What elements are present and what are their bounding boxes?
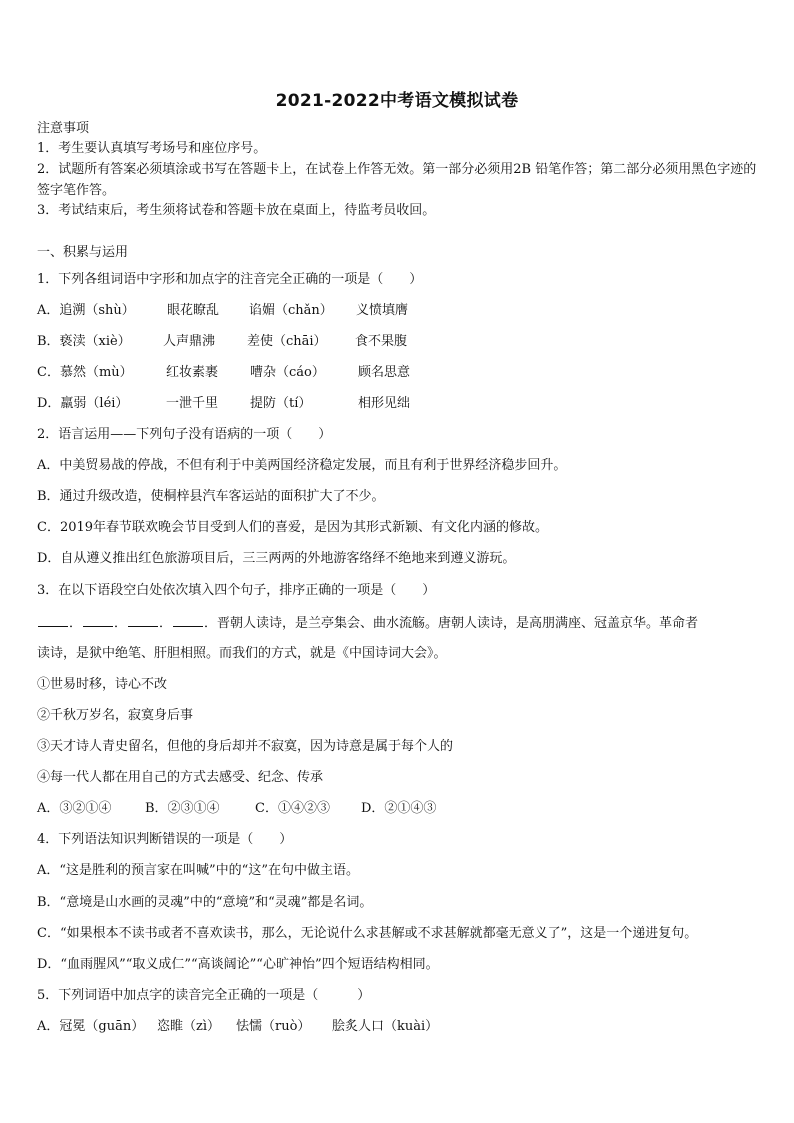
- q2-stem: 2．语言运用——下列句子没有语病的一项（ ）: [37, 427, 332, 442]
- q1-option-a: [37, 302, 762, 320]
- q5-a-part: A．冠冕（guān）: [37, 1019, 145, 1034]
- notice-heading: 注意事项: [37, 121, 90, 136]
- q3-option-d: D．②①④③: [361, 801, 437, 816]
- blank-2: [83, 614, 113, 627]
- q1-option-c: [37, 364, 762, 382]
- q3-sentence-2: ②千秋万岁名，寂寞身后事: [37, 708, 194, 723]
- section-heading: 一、积累与运用: [37, 245, 129, 260]
- q1-c-part: 顾名思意: [358, 365, 411, 380]
- q4-option-a: A．“这是胜利的预言家在叫喊”中的“这”在句中做主语。: [37, 863, 359, 878]
- q1-a-part: A．追溯（shù）: [37, 303, 135, 318]
- blank-1: [38, 614, 68, 627]
- q3-option-b: B．②③①④: [145, 801, 220, 816]
- q2-option-a: A．中美贸易战的停战，不但有利于中美两国经济稳定发展，而且有利于世界经济稳步回升。: [37, 458, 567, 473]
- q4-stem: 4．下列语法知识判断错误的一项是（ ）: [37, 832, 293, 847]
- q3-passage-line-2: 读诗，是狱中绝笔、肝胆相照。而我们的方式，就是《中国诗词大会》。: [37, 646, 447, 661]
- q1-a-part: 眼花瞭乱: [167, 303, 220, 318]
- q4-option-c: C．“如果根本不读书或者不喜欢读书，那么，无论说什么求甚解或不求甚解就都毫无意义了”，这是一个递进复句。: [37, 926, 698, 941]
- q5-a-part: 恣睢（zì）: [157, 1019, 221, 1034]
- q1-a-part: 谄媚（chǎn）: [249, 303, 333, 318]
- notice-item-2: 2．试题所有答案必须填涂或书写在答题卡上，在试卷上作答无效。第一部分必须用2B 铅笔作答；第二部分必须用黑色字迹的签字笔作答。: [37, 162, 757, 198]
- q3-stem: 3．在以下语段空白处依次填入四个句子，排序正确的一项是（ ）: [37, 583, 436, 598]
- q3-option-c: C．①④②③: [255, 801, 330, 816]
- q2-option-b: B．通过升级改造，使桐梓县汽车客运站的面积扩大了不少。: [37, 489, 385, 504]
- q1-b-part: B．亵渎（xiè）: [37, 334, 131, 349]
- q1-b-part: 人声鼎沸: [163, 334, 216, 349]
- q1-c-part: 嘈杂（cáo）: [250, 365, 325, 380]
- page-title: 2021-2022中考语文模拟试卷: [275, 91, 519, 111]
- q1-c-part: 红妆素裹: [166, 365, 219, 380]
- q1-d-part: 相形见绌: [358, 396, 411, 411]
- q1-d-part: D．羸弱（léi）: [37, 396, 129, 411]
- blank-3: [128, 614, 158, 627]
- q2-option-d: D．自从遵义推出红色旅游项目后，三三两两的外地游客络绎不绝地来到遵义游玩。: [37, 551, 516, 566]
- q1-option-b: [37, 333, 762, 351]
- q3-options: [37, 800, 762, 818]
- q2-option-c: C．2019年春节联欢晚会节目受到人们的喜爱，是因为其形式新颖、有文化内涵的修故。: [37, 520, 549, 535]
- q1-b-part: 差使（chāi）: [247, 334, 327, 349]
- q4-option-b: B．“意境是山水画的灵魂”中的“意境”和“灵魂”都是名词。: [37, 895, 373, 910]
- q3-passage-text: ．晋朝人读诗，是兰亭集会、曲水流觞。唐朝人读诗，是高朋满座、冠盖京华。革命者: [204, 616, 699, 631]
- q5-stem: 5．下列词语中加点字的读音完全正确的一项是（ ）: [37, 988, 371, 1003]
- q1-d-part: 一泄千里: [166, 396, 219, 411]
- q3-sentence-4: ④每一代人都在用自己的方式去感受、纪念、传承: [37, 770, 324, 785]
- q5-a-part: 脍炙人口（kuài）: [332, 1019, 439, 1034]
- q3-option-a: A．③②①④: [37, 801, 112, 816]
- blank-4: [173, 614, 203, 627]
- q3-sentence-1: ①世易时移，诗心不改: [37, 677, 168, 692]
- q4-option-d: D．“血雨腥风”“取义成仁”“高谈阔论”“心旷神怡”四个短语结构相同。: [37, 957, 439, 972]
- q5-a-part: 怯懦（ruò）: [236, 1019, 311, 1034]
- q1-option-d: [37, 395, 762, 413]
- q1-stem: 1．下列各组词语中字形和加点字的注音完全正确的一项是（ ）: [37, 272, 423, 287]
- q1-d-part: 提防（tí）: [250, 396, 312, 411]
- notice-item-3: 3．考试结束后，考生须将试卷和答题卡放在桌面上，待监考员收回。: [37, 203, 436, 218]
- q3-sentence-3: ③天才诗人青史留名，但他的身后却并不寂寞，因为诗意是属于每个人的: [37, 739, 454, 754]
- q1-a-part: 义愤填膺: [356, 303, 409, 318]
- q3-passage-line-1: ． ． ． ．晋朝人读诗，是兰亭集会、曲水流觞。唐朝人读诗，是高朋满座、冠盖京华。革命者: [37, 614, 762, 633]
- q5-option-a: [37, 1018, 762, 1036]
- notice-item-1: 1．考生要认真填写考场号和座位序号。: [37, 141, 267, 156]
- q1-b-part: 食不果腹: [355, 334, 408, 349]
- q1-c-part: C．慕然（mù）: [37, 365, 133, 380]
